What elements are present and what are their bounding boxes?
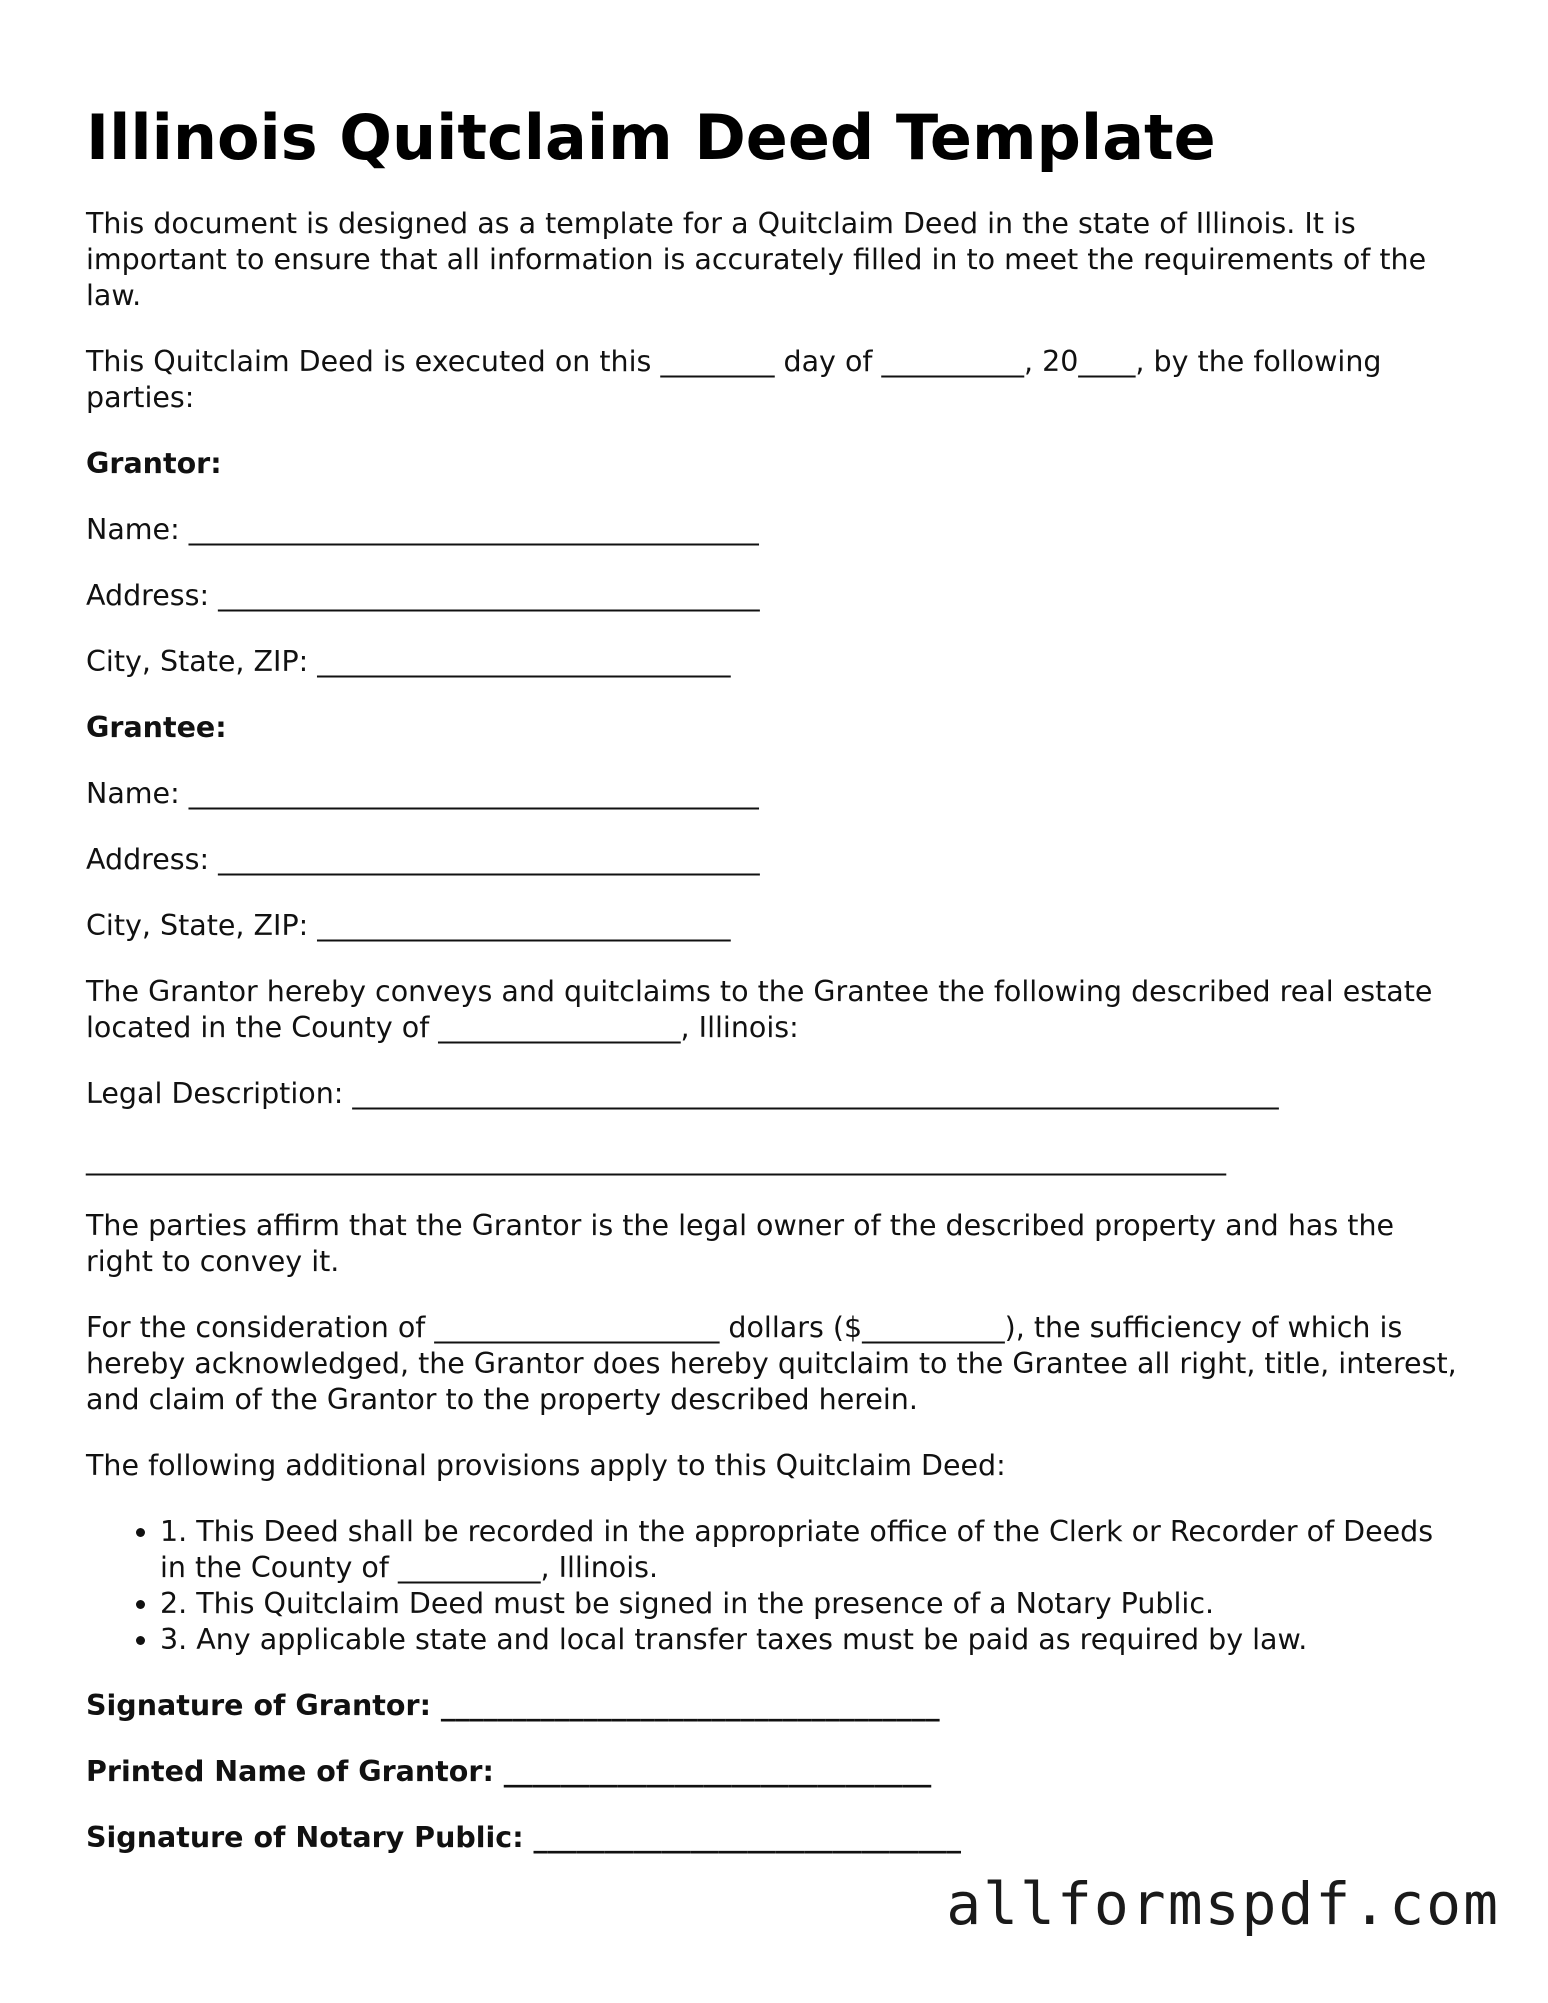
watermark: allformspdf.com xyxy=(946,1870,1500,1938)
grantor-heading: Grantor: xyxy=(86,447,222,480)
grantor-address-field: Address: ______________________________________ xyxy=(86,579,760,612)
grantee-heading: Grantee: xyxy=(86,711,227,744)
consideration-paragraph: For the consideration of ____________________ dollars ($__________), the sufficiency of which is hereby acknowledged, the Grantor does hereby quitclaim to the Grantee all right, title, interest, and claim of the Grantor to the property described herein. xyxy=(86,1311,1457,1416)
grantor-printed-name-field: Printed Name of Grantor: ______________________________ xyxy=(86,1755,932,1788)
notary-signature-field: Signature of Notary Public: ______________________________ xyxy=(86,1821,962,1854)
provisions-list xyxy=(86,1514,1468,1658)
grantee-city-field: City, State, ZIP: _____________________________ xyxy=(86,909,731,942)
execution-date-line: This Quitclaim Deed is executed on this ________ day of __________, 20____, by the following parties: xyxy=(86,345,1382,414)
affirmation-paragraph: The parties affirm that the Grantor is the legal owner of the described property and has the right to convey it. xyxy=(86,1209,1395,1278)
legal-description-line-2: ________________________________________________________________________________ xyxy=(86,1143,1226,1176)
intro-paragraph: This document is designed as a template for a Quitclaim Deed in the state of Illinois. It is important to ensure that all information is accurately filled in to meet the requirements of the law. xyxy=(86,207,1427,312)
grantee-name-field: Name: ________________________________________ xyxy=(86,777,759,810)
grantor-signature-field: Signature of Grantor: ___________________________________ xyxy=(86,1689,940,1722)
list-item: • 1. This Deed shall be recorded in the appropriate office of the Clerk or Recorder of Deeds in the County of __________, Illinois. xyxy=(160,1514,1468,1586)
grantor-name-field: Name: ________________________________________ xyxy=(86,513,759,546)
list-item: • 3. Any applicable state and local transfer taxes must be paid as required by law. xyxy=(160,1622,1468,1658)
list-item: • 2. This Quitclaim Deed must be signed in the presence of a Notary Public. xyxy=(160,1586,1468,1622)
conveyance-paragraph: The Grantor hereby conveys and quitclaims to the Grantee the following described real estate located in the County of _________________, Illinois: xyxy=(86,975,1433,1044)
legal-description-field: Legal Description: _________________________________________________________________ xyxy=(86,1077,1279,1110)
grantor-city-field: City, State, ZIP: _____________________________ xyxy=(86,645,731,678)
provisions-intro: The following additional provisions apply to this Quitclaim Deed: xyxy=(86,1449,1006,1482)
page-title: Illinois Quitclaim Deed Template xyxy=(86,101,1216,174)
grantee-address-field: Address: ______________________________________ xyxy=(86,843,760,876)
